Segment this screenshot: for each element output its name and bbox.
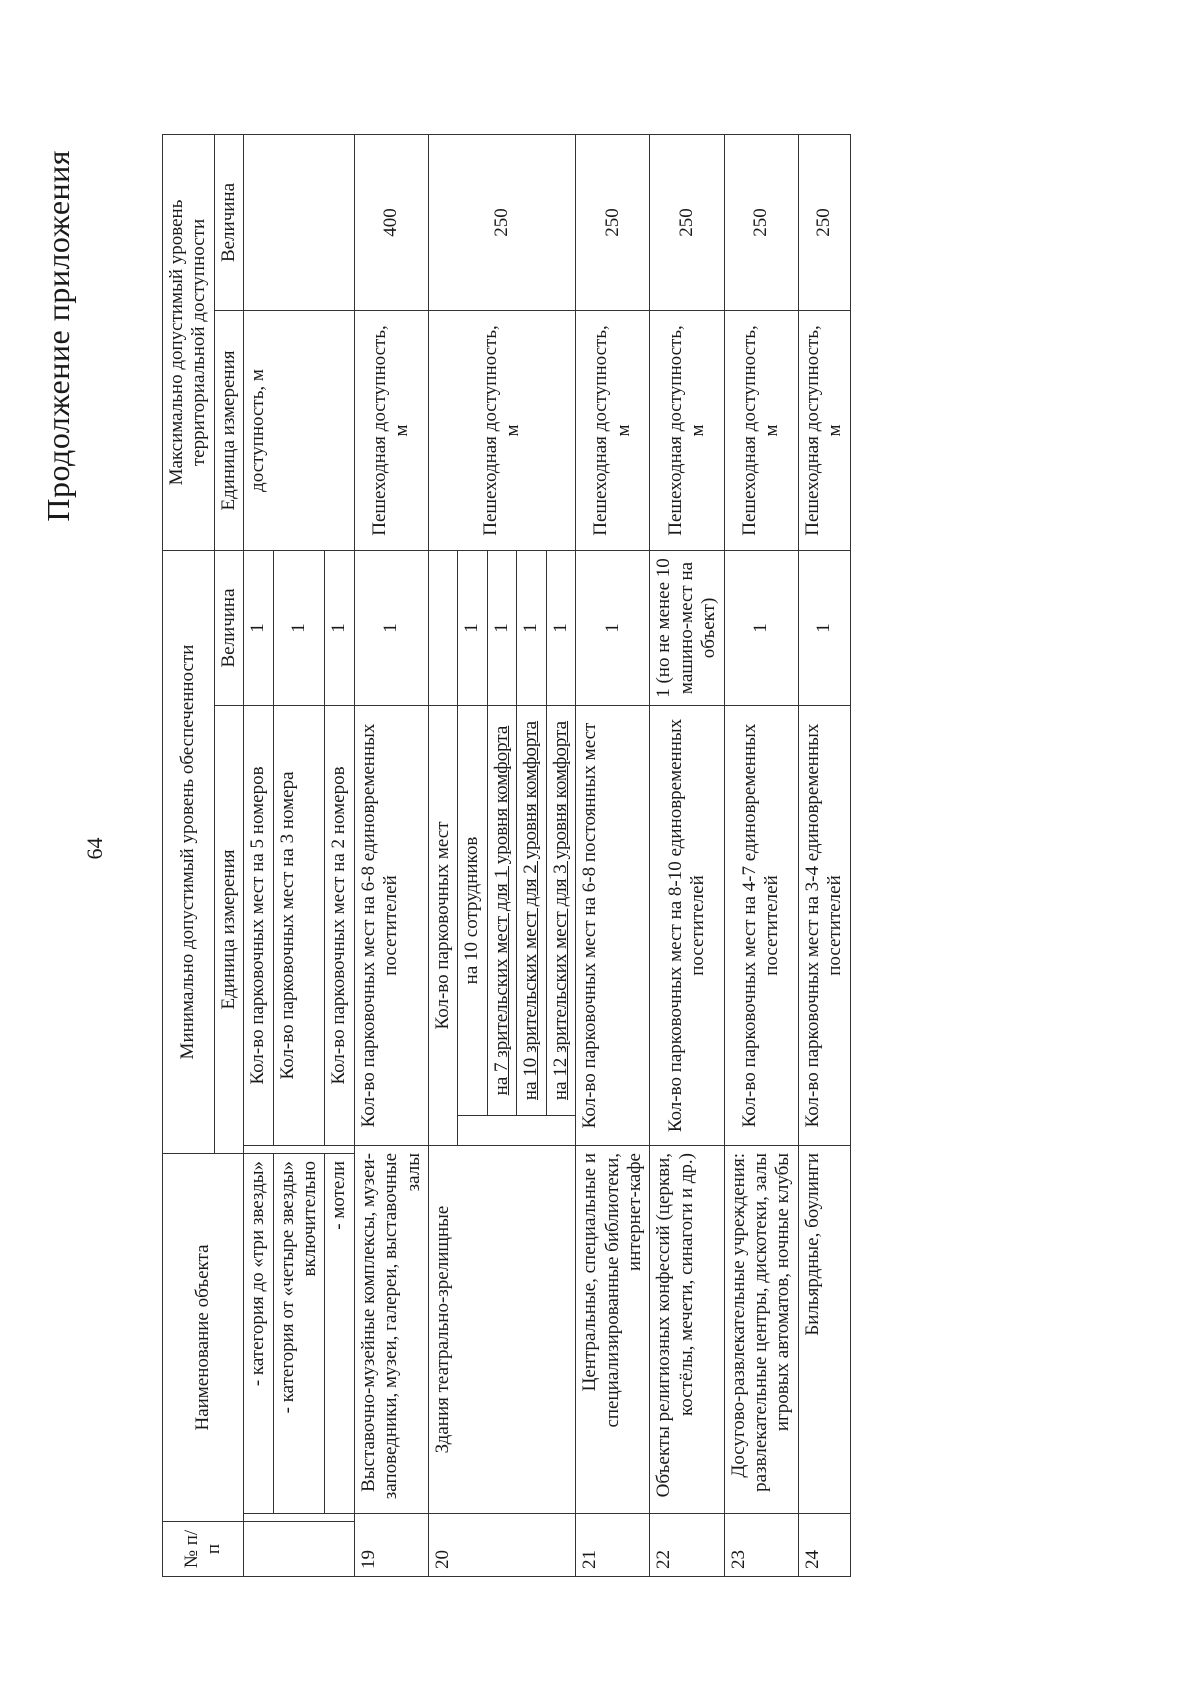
row-name: Центральные, специальные и специализированные библиотеки, интернет-кафе xyxy=(576,1146,650,1514)
row-sub-value: 1 xyxy=(487,551,516,706)
row-name: - категория до «три звезды» xyxy=(244,1154,273,1514)
row-min-value: 1 xyxy=(798,551,850,706)
header-min-unit: Единица измерения xyxy=(214,706,243,1154)
row-sub-unit: на 10 сотрудников xyxy=(458,706,487,1116)
table-row xyxy=(798,135,850,1577)
row-min-value: 1 xyxy=(273,551,325,706)
row-name: Бильярдные, боулинги xyxy=(798,1146,850,1514)
header-min-level: Минимально допустимый уровень обеспеченности xyxy=(163,551,215,1154)
row-sub-value: 1 xyxy=(546,551,575,706)
row-name: Досугово-развлекательные учреждения: развлекательные центры, дискотеки, залы игровых автоматов, ночные клубы xyxy=(724,1146,798,1514)
row-max-value: 400 xyxy=(354,135,428,311)
row-min-unit: Кол-во парковочных мест на 6-8 единовременных посетителей xyxy=(354,706,428,1146)
row-min-value: 1 xyxy=(354,551,428,706)
row-max-value: 250 xyxy=(650,135,724,311)
row-min-unit: Кол-во парковочных мест на 4-7 единовременных посетителей xyxy=(724,706,798,1146)
row-sub-value: 1 xyxy=(458,551,487,706)
row-max-value: 250 xyxy=(576,135,650,311)
row-min-unit: Кол-во парковочных мест на 3-4 единовременных посетителей xyxy=(798,706,850,1146)
row-max-value: 250 xyxy=(798,135,850,311)
row-max-unit: Пешеходная доступность, м xyxy=(576,311,650,551)
row-max-value: 250 xyxy=(724,135,798,311)
row-min-unit-head: Кол-во парковочных мест xyxy=(429,706,458,1146)
page-number: 64 xyxy=(82,837,107,860)
row-min-value: 1 (но не менее 10 машино-мест на объект) xyxy=(650,551,724,706)
header-min-value: Величина xyxy=(214,551,243,706)
row-name: - мотели xyxy=(325,1154,354,1514)
row-min-unit: Кол-во парковочных мест на 5 номеров xyxy=(244,706,273,1146)
row-sub-unit: на 10 зрительских мест для 2 уровня комфорта xyxy=(517,706,546,1116)
row-num: 22 xyxy=(650,1514,724,1577)
row-sub-unit: на 12 зрительских мест для 3 уровня комфорта xyxy=(546,706,575,1116)
row-min-unit: Кол-во парковочных мест на 2 номеров xyxy=(325,706,354,1146)
row-name: - категория от «четыре звезды» включительно xyxy=(273,1154,325,1514)
table-row xyxy=(244,135,273,1577)
header-max-value: Величина xyxy=(214,135,243,311)
row-max-value xyxy=(244,135,355,311)
header-max-level: Максимально допустимый уровень территориальной доступности xyxy=(163,135,215,551)
row-gap xyxy=(244,1146,355,1154)
row-max-unit: Пешеходная доступность, м xyxy=(429,311,576,551)
row-min-value: 1 xyxy=(325,551,354,706)
row-max-unit: Пешеходная доступность, м xyxy=(724,311,798,551)
row-min-value: 1 xyxy=(576,551,650,706)
row-min-unit: Кол-во парковочных мест на 8-10 единовременных посетителей xyxy=(650,706,724,1146)
row-min-unit: Кол-во парковочных мест на 6-8 постоянных мест xyxy=(576,706,650,1146)
header-name: Наименование объекта xyxy=(163,1154,244,1522)
row-num: 20 xyxy=(429,1514,576,1577)
header-num: № п/п xyxy=(163,1522,244,1577)
row-sub-unit: на 7 зрительских мест для 1 уровня комфорта xyxy=(487,706,516,1116)
row-min-value: 1 xyxy=(244,551,273,706)
table-row xyxy=(354,135,428,1577)
row-num: 24 xyxy=(798,1514,850,1577)
row-min-value: 1 xyxy=(724,551,798,706)
norms-table xyxy=(162,134,851,1577)
page-title: Продолжение приложения xyxy=(40,150,76,522)
table-row xyxy=(650,135,724,1577)
row-max-unit: Пешеходная доступность, м xyxy=(798,311,850,551)
row-max-unit: Пешеходная доступность, м xyxy=(354,311,428,551)
row-name: Выставочно-музейные комплексы, музеи-заповедники, музеи, галереи, выставочные залы xyxy=(354,1146,428,1514)
row-name: Объекты религиозных конфессий (церкви, костёлы, мечети, синагоги и др.) xyxy=(650,1146,724,1514)
row-num: 19 xyxy=(354,1514,428,1577)
row-sub-value: 1 xyxy=(517,551,546,706)
row-gap xyxy=(244,1514,355,1522)
row-num: 21 xyxy=(576,1514,650,1577)
header-max-unit: Единица измерения xyxy=(214,311,243,551)
table-row xyxy=(576,135,650,1577)
row-max-value: 250 xyxy=(429,135,576,311)
row-max-unit: доступность, м xyxy=(244,311,355,551)
row-min-value-empty xyxy=(429,551,458,706)
table-row xyxy=(724,135,798,1577)
header-row-1 xyxy=(163,135,215,1577)
row-sub-indent xyxy=(458,1116,576,1146)
row-num: 23 xyxy=(724,1514,798,1577)
table-row xyxy=(429,135,458,1577)
row-max-unit: Пешеходная доступность, м xyxy=(650,311,724,551)
row-num-empty xyxy=(244,1522,355,1577)
row-min-unit: Кол-во парковочных мест на 3 номера xyxy=(273,706,325,1146)
row-name: Здания театрально-зрелищные xyxy=(429,1146,576,1514)
